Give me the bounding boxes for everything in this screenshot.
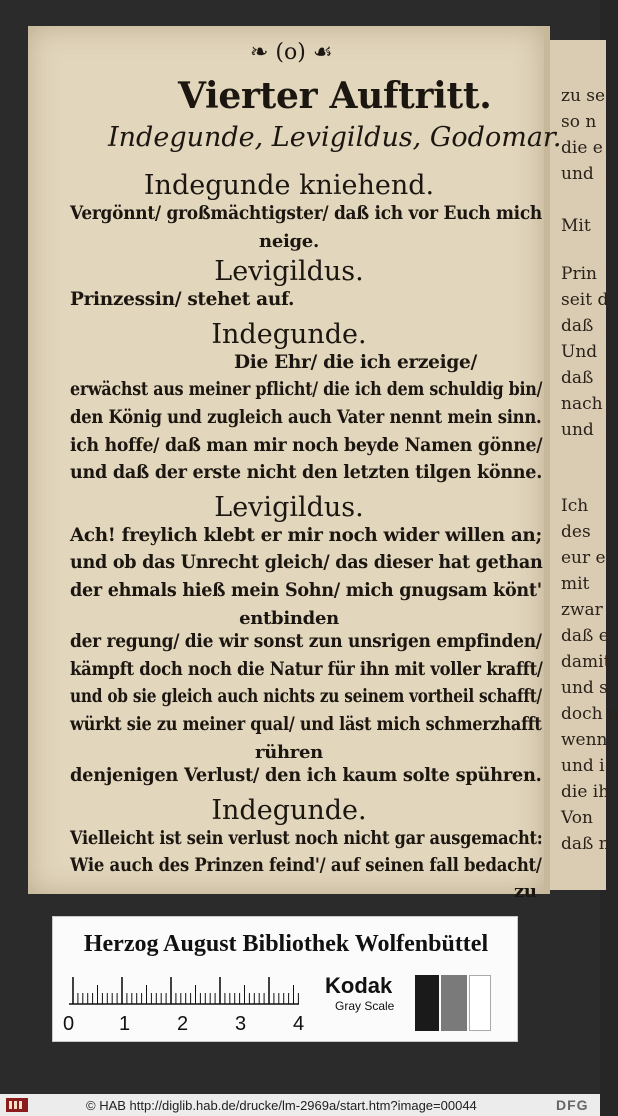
- ruler-number: 2: [177, 1013, 189, 1035]
- adjacent-line: und: [561, 164, 594, 184]
- gray-swatch-white: [469, 975, 491, 1031]
- verse-line: ich hoffe/ daß man mir noch beyde Namen gönne/: [70, 434, 543, 456]
- adjacent-line: und s: [561, 678, 608, 698]
- dfg-logo: DFG: [556, 1097, 589, 1113]
- adjacent-line: und: [561, 420, 594, 440]
- gray-swatch-mid: [441, 975, 467, 1031]
- adjacent-line: zwar: [561, 600, 603, 620]
- verse-line: und ob das Unrecht gleich/ das dieser hat gethan: [70, 552, 543, 574]
- adjacent-line: Und: [561, 342, 598, 362]
- library-name: Herzog August Bibliothek Wolfenbüttel: [83, 931, 489, 957]
- verse-line: kämpft doch noch die Natur für ihn mit voller krafft/: [70, 658, 543, 680]
- verse-line: Ach! freylich klebt er mir noch wider willen an;: [70, 524, 542, 546]
- adjacent-line: daß: [561, 316, 594, 336]
- verse-continuation: rühren: [255, 741, 323, 763]
- adjacent-line: damit: [561, 652, 611, 672]
- verse-line: und ob sie gleich auch nichts zu seinem vortheil schafft/: [70, 686, 542, 708]
- verse-line: Prinzessin/ stehet auf.: [70, 289, 295, 311]
- ruler-scale: [69, 975, 299, 1005]
- library-label: [52, 916, 518, 1042]
- verse-line: erwächst aus meiner pflicht/ die ich dem schuldig bin/: [70, 379, 543, 401]
- speaker-name: Indegunde.: [211, 318, 367, 350]
- adjacent-line: daß e: [561, 626, 609, 646]
- scene-heading: Vierter Auftritt.: [178, 75, 492, 117]
- verse-line: würkt sie zu meiner qual/ und läst mich schmerzhafft: [70, 714, 542, 735]
- adjacent-line: so n: [561, 112, 597, 132]
- verse-line: und daß der erste nicht den letzten tilgen könne.: [70, 462, 543, 484]
- copyright-link[interactable]: © HAB http://diglib.hab.de/drucke/lm-2969a/start.htm?image=00044: [86, 1098, 477, 1113]
- verse-line: der regung/ die wir sonst zun unsrigen empfinden/: [70, 631, 542, 653]
- adjacent-line: eur e: [561, 548, 606, 568]
- adjacent-line: mit: [561, 574, 590, 594]
- adjacent-line: die ih: [561, 782, 610, 802]
- adjacent-line: Prin: [561, 264, 597, 284]
- adjacent-line: daß: [561, 368, 594, 388]
- adjacent-line: des: [561, 522, 591, 542]
- adjacent-line: Mit: [561, 216, 591, 236]
- adjacent-line: und i: [561, 756, 605, 776]
- verse-continuation: neige.: [259, 230, 319, 252]
- adjacent-line: doch e: [561, 704, 618, 724]
- book-page: [28, 26, 562, 902]
- verse-continuation: entbinden: [239, 607, 339, 629]
- adjacent-line: zu se: [561, 86, 606, 106]
- hab-logo-icon: [6, 1098, 28, 1112]
- kodak-logo: Kodak: [325, 973, 393, 998]
- speaker-name: Levigildus.: [214, 256, 364, 288]
- verse-line: den König und zugleich auch Vater nennt mein sinn.: [70, 407, 542, 428]
- catchword: zu: [514, 881, 537, 902]
- gray-scale-label: Gray Scale: [335, 999, 395, 1013]
- gray-swatch-black: [415, 975, 439, 1031]
- character-list: Indegunde, Levigildus, Godomar.: [108, 122, 562, 153]
- adjacent-line: nach: [561, 394, 603, 414]
- ruler-number: 0: [63, 1013, 75, 1035]
- page-marker: ❧ (o) ☙: [250, 40, 333, 65]
- adjacent-page: [546, 40, 618, 890]
- verse-line: Die Ehr/ die ich erzeige/: [234, 351, 477, 373]
- speaker-name: Indegunde kniehend.: [143, 170, 435, 201]
- verse-line: Vielleicht ist sein verlust noch nicht gar ausgemacht:: [70, 827, 543, 849]
- verse-line: der ehmals hieß mein Sohn/ mich gnugsam könt': [70, 580, 542, 601]
- ruler-number: 4: [293, 1013, 305, 1035]
- adjacent-line: Von: [561, 808, 593, 828]
- ruler-number: 3: [235, 1013, 247, 1035]
- verse-line: Vergönnt/ großmächtigster/ daß ich vor Euch mich: [70, 203, 542, 224]
- footer-bar: [0, 1094, 600, 1116]
- adjacent-line: seit d: [561, 290, 609, 310]
- verse-line: denjenigen Verlust/ den ich kaum solte spühren.: [70, 765, 542, 787]
- adjacent-line: wenn: [561, 730, 608, 750]
- ruler-number: 1: [119, 1013, 131, 1035]
- adjacent-line: daß n: [561, 834, 610, 854]
- adjacent-line: die e: [561, 138, 603, 158]
- speaker-name: Indegunde.: [211, 794, 367, 826]
- speaker-name: Levigildus.: [214, 491, 364, 523]
- verse-line: Wie auch des Prinzen feind'/ auf seinen fall bedacht/: [70, 855, 542, 877]
- adjacent-line: Ich: [561, 496, 589, 516]
